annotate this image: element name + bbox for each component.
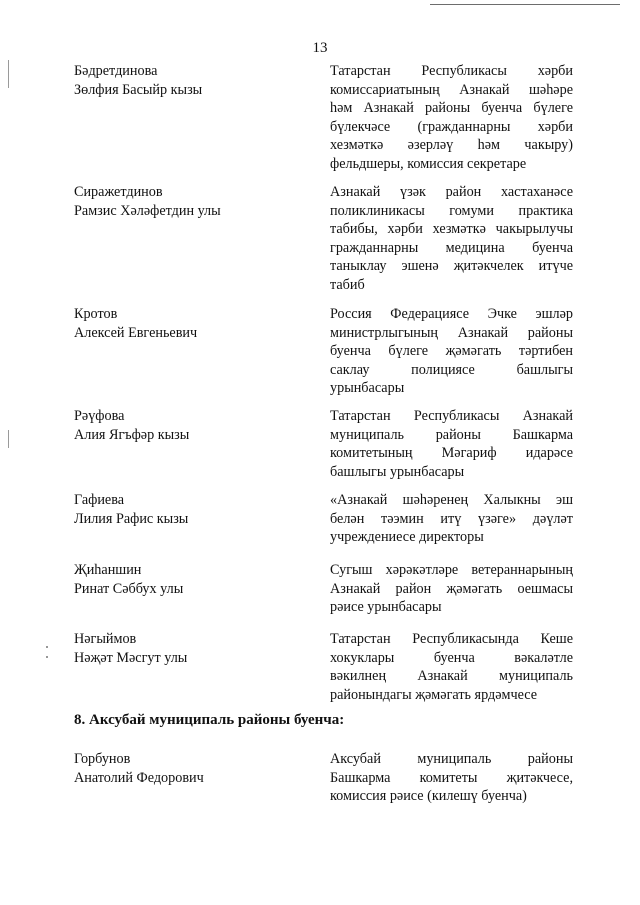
- member-given-names: Ринат Сәббух улы: [74, 580, 184, 597]
- role-line: хокуклары буенча вәкаләтле: [330, 649, 573, 666]
- role-line: гражданнарны медицина буенча: [330, 239, 573, 256]
- role-line: комиссия рәисе (килешү буенча): [330, 788, 527, 804]
- role-line: урынбасары: [330, 380, 405, 396]
- member-name: [74, 407, 294, 444]
- role-line: Аксубай муниципаль районы: [330, 751, 573, 767]
- member-surname: Гафиева: [74, 492, 125, 508]
- role-line: бүлекчәсе (гражданнарны хәрби: [330, 118, 573, 135]
- role-line: һәм Азнакай районы буенча бүлеге: [330, 100, 573, 116]
- role-line: «Азнакай шәһәренең Халыкны эш: [330, 492, 573, 508]
- role-line: рәисе урынбасары: [330, 599, 442, 615]
- member-name: [74, 62, 294, 99]
- role-line: табиб: [330, 276, 365, 293]
- member-surname: Нәгыймов: [74, 631, 137, 647]
- member-name: [74, 491, 294, 528]
- role-line: буенча бүлеге җәмәгать тәртибен: [330, 343, 573, 359]
- member-surname: Рәүфова: [74, 408, 125, 424]
- member-name: [74, 561, 294, 598]
- role-line: хезмәткә әзерләү һәм чакыру): [330, 137, 573, 153]
- role-line: комиссариатының Азнакай шәһәре: [330, 81, 573, 98]
- member-role: [330, 62, 573, 173]
- section-heading: 8. Аксубай муниципаль районы буенча:: [74, 712, 345, 728]
- margin-mark: [8, 430, 9, 448]
- role-line: Татарстан Республикасында Кеше: [330, 631, 573, 647]
- member-name: [74, 305, 294, 342]
- member-surname: Кротов: [74, 306, 118, 322]
- margin-mark: [8, 60, 9, 88]
- role-line: фельдшеры, комиссия секретаре: [330, 155, 527, 172]
- role-line: районындагы җәмәгать ярдәмчесе: [330, 686, 538, 703]
- role-line: таныклау эшенә җитәкчелек итүче: [330, 258, 573, 274]
- member-role: [330, 491, 573, 547]
- member-given-names: Нәҗәт Мәсгут улы: [74, 649, 188, 666]
- role-line: Азнакай район җәмәгать оешмасы: [330, 580, 573, 597]
- role-line: Сугыш хәрәкәтләре ветераннарының: [330, 562, 573, 578]
- member-name: [74, 183, 294, 220]
- margin-dot: [46, 656, 48, 658]
- margin-dot: [46, 646, 48, 648]
- role-line: башлыгы урынбасары: [330, 463, 465, 480]
- member-surname: Горбунов: [74, 751, 131, 767]
- role-line: табибы, хәрби хезмәткә чакырылучы: [330, 221, 573, 237]
- member-role: [330, 305, 573, 398]
- top-rule: [430, 4, 620, 5]
- role-line: поликлиникасы гомуми практика: [330, 202, 573, 219]
- member-role: [330, 630, 573, 704]
- member-given-names: Рамзис Хәләфетдин улы: [74, 202, 221, 219]
- role-line: Башкарма комитеты җитәкчесе,: [330, 769, 573, 786]
- member-name: [74, 630, 294, 667]
- role-line: Азнакай үзәк район хастаханәсе: [330, 184, 573, 200]
- role-line: министрлыгының Азнакай районы: [330, 324, 573, 341]
- member-given-names: Анатолий Федорович: [74, 769, 204, 786]
- role-line: белән тәэмин итү үзәге» дәүләт: [330, 510, 573, 527]
- role-line: учреждениесе директоры: [330, 529, 484, 545]
- role-line: Татарстан Республикасы Азнакай: [330, 408, 573, 424]
- role-line: Россия Федерациясе Эчке эшләр: [330, 306, 573, 322]
- member-role: [330, 750, 573, 806]
- member-name: [74, 750, 294, 787]
- member-surname: Бәдретдинова: [74, 63, 158, 79]
- member-given-names: Зөлфия Басыйр кызы: [74, 81, 203, 98]
- page-number: 13: [312, 40, 328, 56]
- role-line: саклау полициясе башлыгы: [330, 361, 573, 378]
- member-surname: Җиһаншин: [74, 562, 142, 578]
- role-line: муниципаль районы Башкарма: [330, 426, 573, 443]
- role-line: вәкилнең Азнакай муниципаль: [330, 668, 573, 684]
- member-role: [330, 561, 573, 617]
- member-given-names: Алия Ягъфәр кызы: [74, 426, 190, 443]
- member-role: [330, 183, 573, 294]
- role-line: Татарстан Республикасы хәрби: [330, 63, 573, 79]
- member-surname: Сиражетдинов: [74, 184, 163, 200]
- role-line: комитетының Мәгариф идарәсе: [330, 445, 573, 461]
- member-given-names: Лилия Рафис кызы: [74, 510, 189, 527]
- member-given-names: Алексей Евгеньевич: [74, 324, 198, 341]
- member-role: [330, 407, 573, 481]
